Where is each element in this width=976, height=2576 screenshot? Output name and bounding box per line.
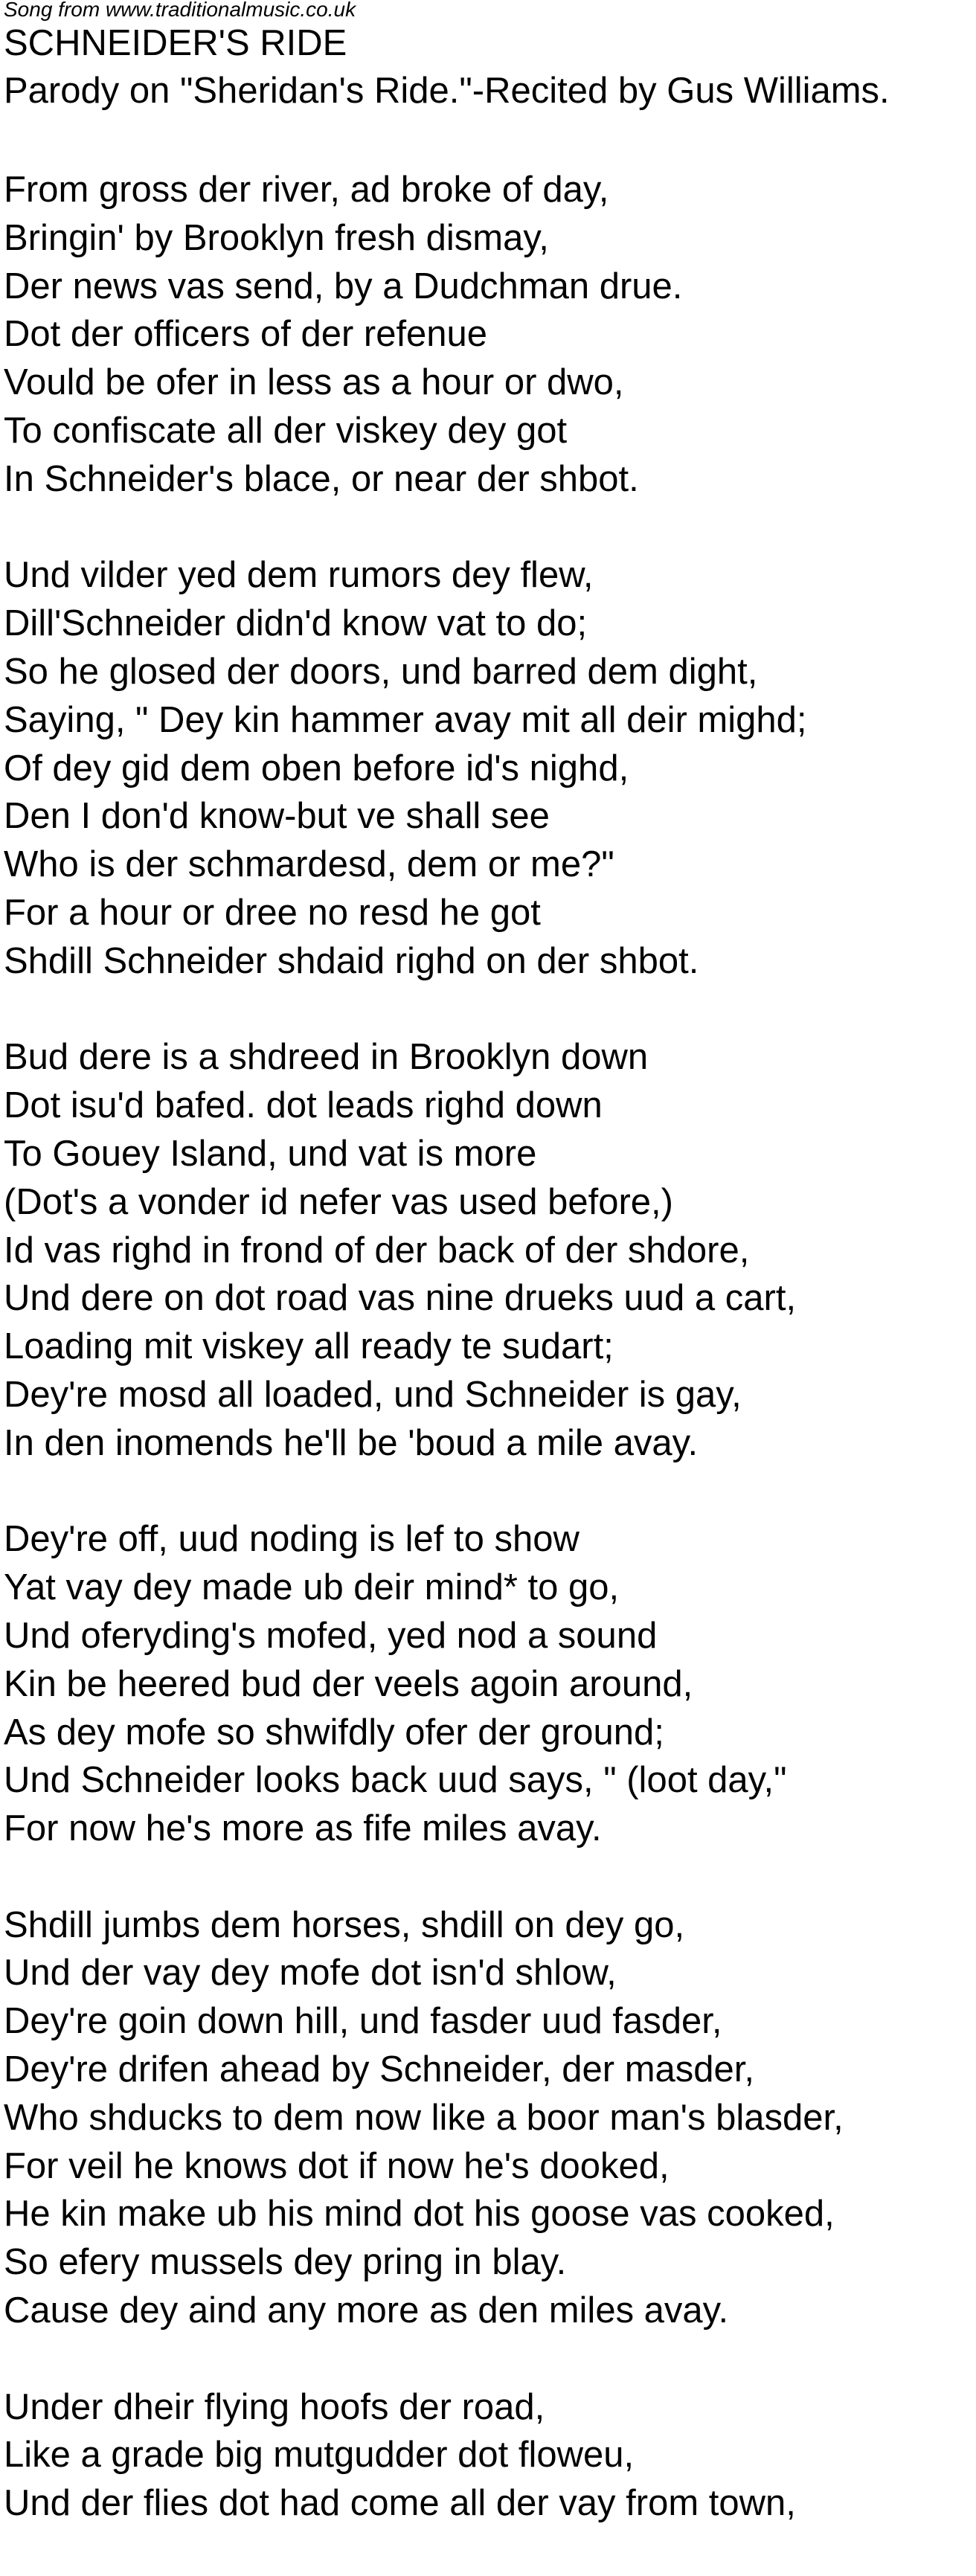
lyric-line: Cause dey aind any more as den miles avay. — [4, 2290, 729, 2331]
stanza — [4, 1515, 971, 1853]
lyric-line: Dot der officers of der refenue — [4, 314, 488, 355]
lyric-line: Den I don'd know-but ve shall see — [4, 796, 550, 837]
stanza — [4, 2383, 971, 2528]
lyric-line: So efery mussels dey pring in blay. — [4, 2242, 567, 2283]
lyric-line: Under dheir flying hoofs der road, — [4, 2386, 545, 2427]
source-credit: Song from www.traditionalmusic.co.uk — [4, 0, 356, 21]
stanza — [4, 551, 971, 985]
lyric-line: To confiscate all der viskey dey got — [4, 410, 568, 451]
lyrics-body — [4, 166, 971, 2576]
lyric-line: Loading mit viskey all ready te sudart; — [4, 1326, 614, 1367]
lyric-line: Saying, " Dey kin hammer avay mit all deir mighd; — [4, 699, 807, 740]
lyric-line: Kin be heered bud der veels agoin around, — [4, 1663, 693, 1704]
lyric-line: Und dere on dot road vas nine drueks uud a cart, — [4, 1278, 797, 1319]
lyric-line: He kin make ub his mind dot his goose vas cooked, — [4, 2194, 835, 2235]
lyric-line: From gross der river, ad broke of day, — [4, 170, 609, 210]
song-title: SCHNEIDER'S RIDE — [4, 23, 347, 63]
lyric-line: Der news vas send, by a Dudchman drue. — [4, 266, 683, 306]
lyric-line: Und Schneider looks back uud says, " (loot day," — [4, 1760, 787, 1801]
lyric-line: Dey're goin down hill, und fasder uud fasder, — [4, 2001, 722, 2042]
lyric-line: For veil he knows dot if now he's dooked, — [4, 2145, 670, 2186]
lyric-line: To Gouey Island, und vat is more — [4, 1133, 537, 1174]
lyric-line: In Schneider's blace, or near der shbot. — [4, 458, 639, 499]
lyric-line: Und der flies dot had come all der vay from town, — [4, 2483, 796, 2524]
stanza — [4, 1901, 971, 2335]
lyric-line: Like a grade big mutgudder dot floweu, — [4, 2435, 635, 2476]
lyric-line: Dey're off, uud noding is lef to show — [4, 1519, 580, 1560]
lyric-line: As dey mofe so shwifdly ofer der ground; — [4, 1712, 664, 1753]
lyric-line: Und vilder yed dem rumors dey flew, — [4, 555, 594, 596]
lyric-line: Shdill jumbs dem horses, shdill on dey go, — [4, 1904, 685, 1945]
lyric-line: So he glosed der doors, und barred dem dight, — [4, 651, 758, 692]
lyric-line: Dey're drifen ahead by Schneider, der masder, — [4, 2049, 754, 2090]
lyric-line: Id vas righd in frond of der back of der shdore, — [4, 1230, 750, 1271]
lyric-line: Shdill Schneider shdaid righd on der shbot. — [4, 940, 699, 981]
lyric-line: For a hour or dree no resd he got — [4, 892, 541, 933]
lyric-line: Who shducks to dem now like a boor man's blasder, — [4, 2097, 844, 2138]
lyric-line: Bringin' by Brooklyn fresh dismay, — [4, 217, 549, 258]
lyric-line: Yat vay dey made ub deir mind* to go, — [4, 1567, 620, 1608]
stanza — [4, 1033, 971, 1467]
stanza — [4, 166, 971, 504]
lyric-line: Dey're mosd all loaded, und Schneider is gay, — [4, 1374, 742, 1415]
lyric-line: Dill'Schneider didn'd know vat to do; — [4, 603, 588, 644]
lyric-line: For now he's more as fife miles avay. — [4, 1808, 602, 1849]
lyric-line: Und der vay dey mofe dot isn'd shlow, — [4, 1953, 617, 1994]
lyric-line: Und oferyding's mofed, yed nod a sound — [4, 1615, 658, 1656]
lyric-line: Vould be ofer in less as a hour or dwo, — [4, 362, 624, 403]
lyric-line: Who is der schmardesd, dem or me?" — [4, 844, 614, 885]
lyric-line: Dot isu'd bafed. dot leads righd down — [4, 1085, 603, 1126]
lyric-line: Of dey gid dem oben before id's nighd, — [4, 748, 629, 788]
lyric-line: In den inomends he'll be 'boud a mile avay. — [4, 1422, 699, 1463]
song-subtitle: Parody on "Sheridan's Ride."-Recited by Gus Williams. — [4, 71, 890, 111]
lyric-line: (Dot's a vonder id nefer vas used before,) — [4, 1181, 673, 1222]
lyric-line: Bud dere is a shdreed in Brooklyn down — [4, 1037, 649, 1078]
